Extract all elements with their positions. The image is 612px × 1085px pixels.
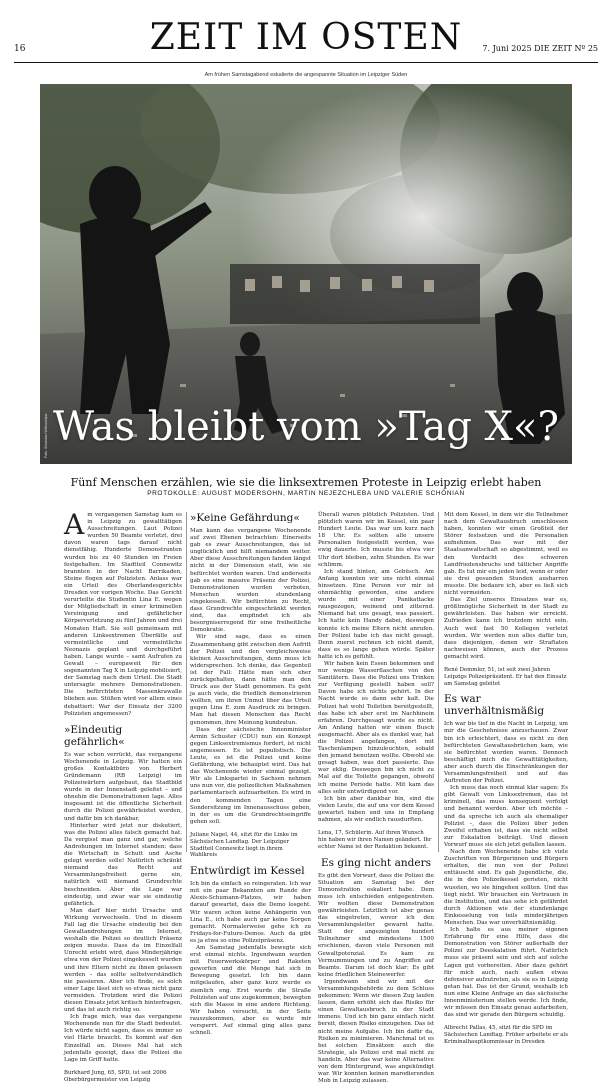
column-divider — [438, 512, 439, 852]
headline: Was bleibt vom »Tag X«? — [53, 404, 559, 450]
page-number: 16 — [14, 44, 26, 54]
column-1 — [64, 508, 183, 1083]
quote-heading-nicht-anders: Es ging nicht anders — [321, 856, 431, 869]
paragraph: Mit dem Kessel, in dem wir die Teilnehmer nach dem Gewaltausbruch umschlossen haben, konnten wir einen Großteil der Störer festsetzen und die Personalien aufnehmen. Das war mit der Staatsanwaltschaft so abgestimmt, weil es den Verdacht des schweren Landfriedensbruchs und tätlicher Angriffe gab. Es tut mir ein jeden leid, wenn er oder sie drei gesunden Stunden ausharren musste. Die bedaure ich, aber es ließ sich nicht vermeiden. — [444, 512, 568, 597]
quote-heading-kessel: Entwürdigt im Kessel — [190, 865, 305, 878]
paragraph: Nach dem Wochenende habe ich viele Zuschriften von Bürgerinnen und Bürgern erhalten, die nun von der Polizei enttäuscht sind. Es gab Jugendliche, die, die in den Polizeikessel gerieten, nicht wussten, wo sie hingehen sollten. Und das liegt nicht. Wir brauchen ein Vertrauen in die Institution, und das sehe ich gefährdet durch Aktionen wie der stundenlange Einkesselung von teils minderjährigen Menschen. Das war unverhältnismäßig. — [444, 849, 568, 926]
paragraph: Ich stand hinten, am Gebüsch. Am Anfang konnten wir uns nicht einmal hinsetzen. Eine Person vor mir ist ohnmächtig geworden, eine andere wurde mit einer Panikattacke rausgezogen, weinend und zitternd. Niemand hat uns gesagt, was passiert. Ich hatte kein Handy dabei, deswegen konnte ich meine Eltern nicht anrufen. Der Polizei habe ich das nicht gesagt. Denn zuerst rechnen ich nicht damit, dass es so lange gehen würde. Später hatte ich es gefühlt. — [318, 568, 434, 660]
author-signature: René Demmler, 51, ist seit zwei Jahren Leipzigs Polizeipräsident. Er hat den Einsatz am Samstag geleitet — [444, 666, 567, 687]
paragraph: Ich frage mich, was das vergangene Wochenende nun für die Stadt bedeutet. Ich würde nicht sagen, dass es immer so viel Härte braucht. Es kommt auf den Einzelfall an. Dieses Mal hat sich jedenfalls gezeigt, dass die Polizei die Lage im Griff hatte. — [64, 1014, 182, 1063]
column-2 — [190, 512, 311, 1037]
photo-credit: Foto: Sebastian Willnow/dpa — [44, 413, 48, 458]
author-signature: Burkhard Jung, 65, SPD, ist seit 2006 Oberbürgermeister von Leipzig — [64, 1069, 167, 1083]
subheadline: Fünf Menschen erzählen, wie sie die linksextremen Proteste in Leipzig erlebt haben — [70, 476, 542, 489]
paragraph: Ich bin aber dankbar bin, sind die vielen Leute, die auf uns vor dem Kessel gewartet haben und uns in Empfang nahmen, als wir endlich rausdurften. — [318, 795, 434, 824]
author-signature: Albrecht Pallas, 45, sitzt für die SPD im Sächsischen Landtag. Früher arbeitete er als Kriminalhauptkommissar in Dresden — [444, 1025, 569, 1045]
paragraph: Das Ziel unseres Einsatzes war es, größtmögliche Sicherheit in der Stadt zu gewährleisten. Das haben wir erreicht. Zufrieden kann ich trotzdem nicht sein. Auch weil fast 50 Kollegen verletzt wurden. Wir werden nun alles dafür tun, dass diejenigen, denen wir Straftaten nachweisen können, auch der Prozess gemacht wird. — [444, 597, 568, 660]
paragraph: Ich war bis tief in die Nacht in Leipzig, um mir die Geschehnisse anzuschauen. Zwar bin ich erleichtert, dass es nicht zu den befürchteten Gewaltausbrüchen kam, wie sie befürchtet worden waren. Dennoch beschäftigt mich die Gewalttätigkeiten, aber auch durch die Einschränkungen der Versammlungsfreiheit und auf das Auftreten der Polizei. — [444, 721, 568, 785]
header-rule — [14, 62, 598, 63]
quote-heading-unverhaeltnismaessig: Es war unverhältnismäßig — [444, 693, 545, 718]
byline: PROTOKOLLE: AUGUST MODERSOHN, MARTIN NEJEZCHLEBA UND VALERIE SCHÖNIAN — [147, 490, 465, 497]
paragraph: Dass der sächsische Innenminister Armin Schuster (CDU) nun ein Konzept gegen Linksextremismus fordert, ist nicht angemessen. Es ist populistisch. Die Leute, es ist die Polizei und keine Gefährdung, wie behauptet wird. Das hat das Wochenende wieder einmal gezeigt. Wir als Linkspartei in Sachsen nehmen uns nun vor, die polizeilichen Maßnahmen parlamentarisch aufzuarbeiten. Es wird in den kommenden Tagen eine Sondersitzung im Innenausschuss geben, in der es um die Grundrechtseingriffe gehen soll. — [190, 726, 311, 825]
issue-info: 7. Juni 2025 DIE ZEIT Nº 25 — [482, 44, 598, 53]
lead-paragraph — [64, 508, 182, 718]
paragraph: Es war schon verrückt, das vergangene Wochenende in Leipzig. Wir hatten ein großes Kontaktbüro von Herbert Gründemann (RB Leipzig) im Polizeiwärtern aufgebaut, das Stadtbild wurde in der Innenstadt geleitet – und ohnehin die Demonstrationen lage. Alles insgesamt ist die öffentliche Sicherheit durch die Polizei gewährleistet worden, und dafür bin ich dankbar. — [64, 751, 182, 822]
paragraph: Irgendwann sind wir mit der Versammlungsbehörde zu dem Schluss gekommen: Wenn wir diesen Zug laufen lassen, dann erhöht sich das Risiko für einen Gewaltausbruch in der Stadt immens. Und ich bin ganz einfach nicht bereit, diesen Risiko einzugehen. Das ist nicht meine Aufgabe. Ich bin dafür da, Risiken zu minimieren. Manchmal ist es bei solchen Einsätzen auch die Strategie, als Polizei erst mal nicht zu handeln. Aber das war keine Alternative von dem Hintergrund, was angekündigt war. Wir konnten keinen marodierenden Mob in Leipzig zulassen. — [318, 978, 434, 1085]
paragraph: Man kann das vergangene Wochenende auf zwei Ebenen betrachten: Einerseits gab es zwar Ausschreitungen, das ist unglücklich und hilft niemandem weiter. Aber diese Ausschreitungen fanden längst nicht in der Dimension statt, wie sie befürchtet worden waren. Und anderseits gab es eine massive Präsenz der Polizei, Demonstrationen wurden verboten, Menschen wurden stundenlang eingekesselt. Wir befürchten zu Recht, dass Grundrechte eingeschränkt werden sind, das empfindet ich als besorgniserregend für eine freiheitliche Demokratie. — [190, 528, 311, 634]
column-3 — [318, 512, 434, 1085]
paragraph: Wir haben kein Essen bekommen und nur wenige Wasserflaschen von den Sanitätern. Dass die Polizei uns Trinken zur Verfügung gestellt haben soll? Davon habe ich nichts gehört. In der Nacht wurde es dann sehr kalt. Die Polizei hat wohl Toiletten bereitgestellt, das habe ich aber erst im Nachhinein erfahren. Durchgesagt wurde es nicht. Am Anfang hatten wir einen Busch ausgemacht. Aber als es dunkel war, hat die Polizei angefangen, dort mit Taschenlampen hinzuleuchten, sobald den jemand benutzen wollte. Obwohl sie gesagt haben, was dort passierte. Das war eklig. Deswegen bin ich nicht zu Mal auf die Toilette gegangen, obwohl ich meine Periode hatte. Mit kam das alles sehr entwürdigend vor. — [318, 660, 434, 795]
paragraph: Ich bin da einfach so reingeraten. Ich war mit ein paar Bekannten am Rande der Alexis-Schumann-Platzes, wir haben darauf gewartet, dass die Demo losgeht. Wir waren schon keine Anhängerin von Lina E., ich habe auch gar keine Sorgen gemacht. Normalerweise gehe ich zu Fridays-for-Future-Demos. Auch da gibt es ja etwa so eine Polizeipräsenz. — [190, 881, 311, 944]
paragraph: Wir sind sage, dass es einen Zusammenhang gibt zwischen dem Aufritt der Polizei und den vergleichsweise kleinen Ausschreitungen, denn muss ich widersprechen. Ich denke, das Gegenteil ist der Fall: Hätte man sich eher zurückgehalten, dann hätte man den Druck aus der Stadt genommen. Es geht ja auch viele, die friedlich demonstrieren wollten, um ihren Unmut über das Urteil gegen Lina E. zum Ausdruck zu bringen. Man hat diesen Menschen das Recht genommen, ihre Meinung kundzutun. — [190, 634, 311, 726]
author-signature: Juliane Nagel, 44, sitzt für die Linke im Sächsischen Landtag. Der Leipziger Stadtteil Connewitz liegt in ihrem Wahlkreis — [190, 831, 298, 859]
column-divider — [186, 512, 187, 852]
paragraph: Man darf hier nicht Ursache und Wirkung verwechseln. Und in diesem Fall lag die Ursache eindeutig bei den Gewaltandrohungen im Internet, weshalb die Polizei so deutlich Präsenz zeigen musste. Dass da im Einzelfall Unrecht erlebt wird, dass Minderjährige etwa von der Polizei eingekesselt wurden und ihre Eltern nicht zu ihnen gelassen werden – das sollte selbstverständlich nie passieren. Aber ich finde, es solch einer Lage lässt sich so etwas nicht ganz vermeiden. Trotzdem wird die Polizei diesen Einsatz jetzt kritisch hinterfragen, und das ist auch richtig so. — [64, 907, 183, 1014]
lead-text: m vergangenen Samstag kam es in Leipzig zu gewalttätigen Ausschreitungen. Laut Polizei wurden 50 Beamte verletzt, drei davon waren tags darauf nicht dienstfähig. Hunderte Demonstranten wurden bis zu 40 Stunden im Freien festgehalten. Im Stadtteil Connewitz brannten in der Nacht Barrikaden, Steine flogen auf Polizisten. Anlass war ein Urteil des Oberlandesgerichts Dresden vor vorigen Woche. Das Gericht verurteilte die Studentin Lina E. wegen der Mitgliedschaft in einer kriminellen Vereinigung und gefährlicher Körperverletzung zu fünf Jahren und drei Monaten Haft. Sie soll gemeinsam mit anderen Linksextremen Überfälle auf vermeintliche und vermeintliche Neonazis geplant und durchgeführt haben. Lange wurde – samt Aufrufen zu Gewalt – europaweit für den sogenannten Tag X in Leipzig mobilisiert, der Samstag nach dem Urteil. Die Stadt untersagte mehrere Demonstrationen. Die befürchteten Massenkrawalle blieben aus. Stößen wird vor allem eines debattiert: War der Einsatz der 3200 Polizisten angemessen? — [64, 512, 182, 717]
paragraph: Am Samstag jedenfalls bewegte sich erst einmal nichts. Irgendwann wurden mit Feuerwerkskörper und Raketen geworfen und die Menge hat sich in Bewegung gesetzt. Ich bin dann mitgelaufen, aber ganz kurz wurde es ziemlich eng. Erst wurde die Straße Polizisten auf uns zugekommen, bewegten sich die Masse in eine andere Richtung. Wir haben versucht, in der Seite rauszukommen, aber es wurde mir versperrt. Auf einmal ging alles ganz schnell. — [190, 944, 311, 1037]
paragraph: Überall waren plötzlich Polizisten. Und plötzlich waren wir im Kessel, ein paar Hundert Leute. Das war um kurz nach 18 Uhr. Es sollten alle unsere Personalien festgestellt werden, was ewig dauerte. Ich musste bis etwa vier Uhr dort bleiben, zehn Stunden. Es war schlimm. — [318, 512, 434, 568]
column-4 — [444, 512, 568, 1046]
paragraph: Hinterher wird jetzt nur diskutiert, was die Polizei alles falsch gemacht hat. Da vergisst man ganz und gar, welche Androhungen im Internet standen: dass die Wirtschaft in Schutt und Asche gelegt werden solle! Natürlich schränkt niemand das Recht auf Versammlungsfreiheit gerne ein, natürlich will niemand Grundrechte beschneiden. Aber die Lage war eindeutig, und zwar war sie eindeutig gefährlich. — [64, 822, 182, 907]
photo-caption: Am frühen Samstagabend eskalierte die angespannte Situation im Leipziger Süden — [204, 72, 408, 78]
quote-heading-eindeutig: »Eindeutig gefährlich« — [64, 723, 125, 748]
paragraph: Ich muss das noch einmal klar sagen: Es gibt Gewalt von Linksextremen, das ist kriminell, das muss konsequent verfolgt und benannt werden. Aber ich möchte – und da spreche ich auch als ehemaliger Polizist –, dass die Polizei über jeden Zweifel erhaben ist, dass sie nicht selbst zur Eskalation beiträgt. Und diesen Vorwurf muss sie sich jetzt gefallen lassen. — [444, 785, 568, 848]
paragraph: Ich halte es aus meiner eigenen Erfahrung für eine Hilfe, dass die Demonstration von Störer außerhalb der Polizei zur Deeskalation führt. Natürlich muss sie präsent sein und sich auf solche Lagen gut vorbereiten. Aber dazu gehört für mich auch, nach außen etwas defensiver aufzutreten, als sie es in Leipzig getan hat. Das ist der Grund, weshalb ich nun eine Kleine Anfrage an das sächsische Innenministerium stellen werde. Ich finde, wir müssen den Einsatz genau aufarbeiten, das sind wir gerade den Bürgern schuldig. — [444, 927, 568, 1019]
paragraph: Es gibt den Vorwurf, dass die Polizei die Situation am Samstag bei der Demonstration eskaliert habe. Dem muss ich entschieden entgegentreten. Wir wollten diese Demonstration gewährleisten. Letztlich ist aber genau das eingetreten, wovor ich den Versammlungsleiter gewarnt hatte. Statt der angezeigten hundert Teilnehmer sind mindestens 1500 erschienen, davon viele Personen mit Gewaltpotenzial. Es kam zu Vermummungen und zu Angriffen auf Beamte. Darum ist doch klar: Es gibt keine friedlichen Steinewerfer. — [318, 872, 434, 978]
drop-cap: A — [64, 508, 85, 541]
author-signature: Lena, 17, Schülerin. Auf ihren Wunsch hin haben wir ihren Namen geändert. Ihr echter Name ist der Redaktion bekannt. — [318, 830, 432, 850]
quote-heading-keine-gefaehrdung: »Keine Gefährdung« — [190, 512, 300, 524]
section-title: ZEIT IM OSTEN — [149, 17, 463, 58]
